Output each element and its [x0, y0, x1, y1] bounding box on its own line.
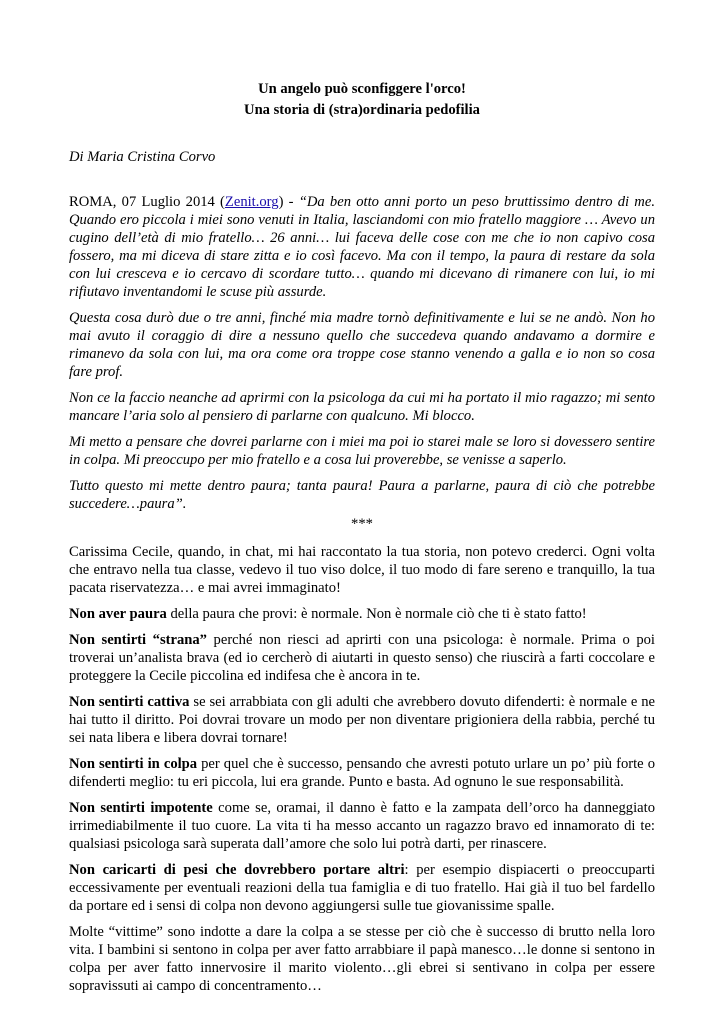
paragraph-lead: Non caricarti di pesi che dovrebbero portare altri: [69, 862, 405, 878]
paragraph-lead: Non sentirti cattiva: [69, 694, 190, 710]
paragraph-text: per quel che è successo, pensando che avresti potuto urlare un po’ più forte o difenderti meglio: tu eri piccola, lui era grande. Punto e basta. Ad ognuno le sue responsabilità.: [69, 756, 655, 790]
paragraph-text: : per esempio dispiacerti o preoccuparti eccessivamente per eventuali reazioni della tua famiglia e di tuo fratello. Hai già il tuo bel fardello da portare ed i sensi di colpa non devono aggiungersi sulle tue giovanissime spalle.: [69, 862, 655, 914]
paragraph-lead: Non sentirti impotente: [69, 800, 213, 816]
paragraph-lead: Non sentirti “strana”: [69, 632, 207, 648]
section-separator: ***: [351, 516, 373, 532]
source-link[interactable]: Zenit.org: [224, 194, 279, 210]
paragraph-text: perché non riesci ad aprirti con una psicologa: è normale. Prima o poi troverai un’analista brava (ed io cercherò di aiutarti in questo senso) che riuscirà a farti coccolare e proteggere la Cecile piccolina ed indifesa che è ancora in te.: [69, 632, 655, 684]
letter-paragraph: Carissima Cecile, quando, in chat, mi hai raccontato la tua storia, non potevo crederci. Ogni volta che entravo nella tua classe, vedevo il tuo viso dolce, il tuo modo di fare sereno e tranquillo, la tua pacata riservatezza… e mai avrei immaginato!: [69, 544, 655, 596]
letter-paragraph: [69, 799, 655, 853]
article-title: Un angelo può sconfiggere l'orco!: [258, 81, 466, 97]
paragraph-text: come se, oramai, il danno è fatto e la zampata dell’orco ha danneggiato irrimediabilmente il tuo cuore. La vita ti ha messo accanto un ragazzo bravo ed innamorato di te: qualsiasi psicologa sarà superata dall’amore che solo lui potrà darti, per rinascere.: [69, 800, 655, 852]
quote-paragraph: Tutto questo mi mette dentro paura; tanta paura! Paura a parlarne, paura di ciò che potrebbe succedere…paura”.: [69, 478, 655, 512]
quote-paragraph: Mi metto a pensare che dovrei parlarne con i miei ma poi io starei male se loro si dovessero sentire in colpa. Mi preoccupo per mio fratello e a cosa lui proverebbe, se venisse a saperlo.: [69, 434, 655, 468]
letter-paragraph: [69, 755, 655, 791]
quote-text: “Da ben otto anni porto un peso bruttissimo dentro di me. Quando ero piccola i miei sono venuti in Italia, lasciandomi con mio fratello maggiore … Avevo un cugino dell’età di mio fratello… 26 anni… lui faceva delle cose con me che io non capivo cosa fossero, ma mi diceva di stare zitta e io così facevo. Ma con il tempo, la paura di restare da sola con lui cresceva e io cercavo di scordare tutto… quando mi dicevano di rimanere con lui, io mi rifiutavo inventandomi le scuse più assurde.: [69, 194, 655, 300]
quote-paragraph: Questa cosa durò due o tre anni, finché mia madre tornò definitivamente e lui se ne andò. Non ho mai avuto il coraggio di dire a nessuno quello che succedeva quando andavamo a dormire e rimanevo da sola con lui, ma ora come ora troppe cose stanno venendo a galla e io non so cosa fare prof.: [69, 310, 655, 380]
article-body: [69, 193, 655, 995]
quote-paragraph: Non ce la faccio neanche ad aprirmi con la psicologa da cui mi ha portato il mio ragazzo; mi sento mancare l’aria solo al pensiero di parlarne con qualcuno. Mi blocco.: [69, 390, 655, 424]
letter-paragraph: [69, 631, 655, 685]
paragraph-text: se sei arrabbiata con gli adulti che avrebbero dovuto difenderti: è normale e ne hai tutto il diritto. Poi dovrai trovare un modo per non diventare prigioniera della rabbia, perché tu sei nata libera e libera dovrai tornare!: [69, 694, 655, 746]
article-subtitle: Una storia di (stra)ordinaria pedofilia: [244, 102, 480, 118]
paragraph-text: della paura che provi: è normale. Non è normale ciò che ti è stato fatto!: [166, 606, 587, 622]
letter-paragraph: Molte “vittime” sono indotte a dare la colpa a se stesse per ciò che è successo di brutto nella loro vita. I bambini si sentono in colpa per aver fatto arrabbiare il papà manesco…le donne si sentono in colpa per aver fatto innervosire il marito violento…gli ebrei si sentivano in colpa per essere sopravissuti ai campo di concentramento…: [69, 924, 655, 994]
dateline: ROMA, 07 Luglio 2014 (: [69, 194, 225, 210]
paragraph-lead: Non sentirti in colpa: [69, 756, 198, 772]
dateline-end: ) -: [278, 194, 299, 210]
letter-paragraph: [69, 693, 655, 747]
intro-paragraph: [69, 193, 655, 301]
letter-paragraph: [69, 861, 655, 915]
letter-paragraph: [69, 605, 655, 623]
paragraph-lead: Non aver paura: [69, 606, 167, 622]
author-byline: Di Maria Cristina Corvo: [69, 149, 216, 165]
